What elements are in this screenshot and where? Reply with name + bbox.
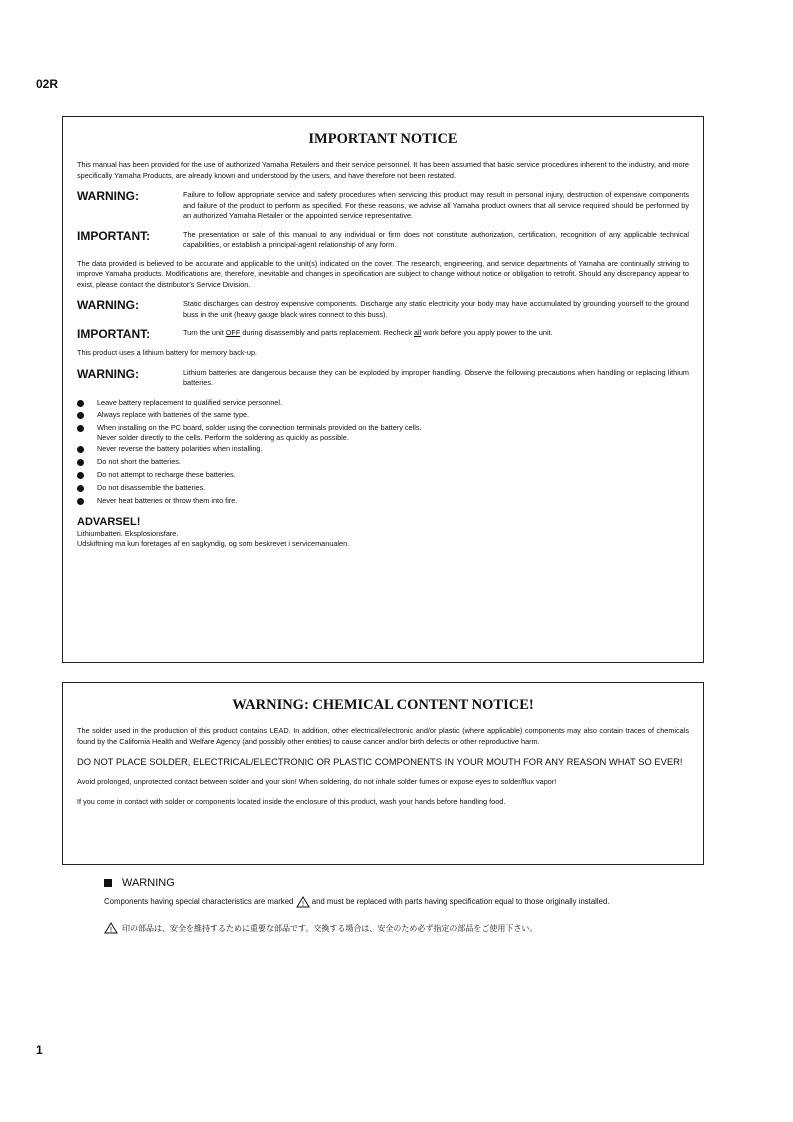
model-name: 02R (36, 77, 59, 91)
list-item (77, 409, 689, 422)
important-notice-title: IMPORTANT NOTICE (308, 131, 458, 147)
intro-paragraph: This manual has been provided for the use of authorized Yamaha Retailers and their service personnel. It has been assumed that basic service procedures inherent to the industry, and more specifically Yamaha Products, are already known and understood by the users, and have therefore not been restated. (77, 160, 689, 180)
lithium-line: This product uses a lithium battery for memory back-up. (77, 348, 258, 357)
list-item (77, 397, 689, 410)
power-text-off: OFF (225, 328, 241, 337)
warning-label: WARNING: (77, 366, 139, 381)
list-item-subtext: Never solder directly to the cells. Perform the soldering as quickly as possible. (97, 433, 349, 443)
bullet-icon (77, 459, 84, 466)
chemical-paragraph-3: If you come in contact with solder or components located inside the enclosure of this product, wash your hands before handling food. (77, 796, 506, 806)
warning-row-service (77, 190, 689, 222)
power-text-c: work before you apply power to the unit. (421, 328, 553, 337)
list-item (77, 422, 689, 443)
warning-text: Failure to follow appropriate service and safety procedures when servicing this product may result in personal injury, destruction of expensive components and failure of the product to perform as specified. For these reasons, we advise all Yamaha product owners that all service required should be performed by an authorized Yamaha Retailer or the appointed service representative. (183, 190, 689, 220)
list-item (77, 495, 689, 508)
list-item-text: Do not short the batteries. (97, 457, 181, 467)
power-text-a: Turn the unit (183, 328, 226, 337)
warning-triangle-icon (104, 922, 118, 934)
bullet-icon (77, 498, 84, 505)
advarsel-title: ADVARSEL! (77, 515, 141, 528)
component-warning-text-a: Components having special characteristics are marked (104, 897, 294, 907)
warning-text: Static discharges can destroy expensive components. Discharge any static electricity your body may have accumulated by grounding yourself to the ground buss in the unit (heavy gauge black wires connect to this buss). (183, 299, 689, 319)
bullet-icon (77, 446, 84, 453)
list-item (77, 456, 689, 469)
component-warning-text-b: and must be replaced with parts having specification equal to those originally installed. (311, 897, 610, 907)
svg-text:!: ! (301, 900, 304, 908)
component-warning-text (104, 896, 684, 908)
component-warning-section (104, 877, 684, 934)
battery-precautions-list (77, 397, 689, 508)
bullet-icon (77, 485, 84, 492)
warning-label: WARNING: (77, 298, 139, 312)
list-item-text: Do not attempt to recharge these batteries. (97, 470, 236, 480)
advarsel-line-1: Lithiumbatteri. Eksplosionsfare. (77, 528, 179, 538)
component-warning-title: WARNING (122, 877, 175, 889)
bullet-icon (77, 412, 84, 419)
component-warning-heading (104, 877, 684, 889)
list-item (77, 469, 689, 482)
warning-triangle-icon (296, 896, 310, 908)
japanese-warning (104, 922, 684, 934)
chemical-caps-warning: DO NOT PLACE SOLDER, ELECTRICAL/ELECTRONIC OR PLASTIC COMPONENTS IN YOUR MOUTH FOR ANY REASON WHAT SO EVER! (77, 756, 683, 767)
power-text-b: during disassembly and parts replacement. Recheck (240, 328, 414, 337)
important-text: The presentation or sale of this manual to any individual or firm does not constitute authorization, certification, recognition of any applicable technical capabilities, or establish a principal-agent relationship of any form. (183, 229, 689, 249)
warning-text: Lithium batteries are dangerous because they can be exploded by improper handling. Observe the following precautions when handling or replacing lithium batteries. (183, 367, 689, 387)
advarsel-line-2: Udskiftning ma kun foretages af en sagkyndig, og som beskrevet i servicemanualen. (77, 538, 350, 548)
warning-label: WARNING: (77, 189, 139, 203)
japanese-warning-text: 印の部品は、安全を維持するために重要な部品です。交換する場合は、安全のため必ず指定の部品をご使用下さい。 (122, 923, 538, 933)
svg-text:!: ! (109, 926, 113, 935)
important-label: IMPORTANT: (77, 228, 151, 243)
bullet-icon (77, 400, 84, 407)
important-notice-box (62, 116, 704, 663)
data-paragraph: The data provided is believed to be accurate and applicable to the unit(s) indicated on the cover. The research, engineering, and service departments of Yamaha are continually striving to improve Yamaha products. Modifications are, therefore, inevitable and changes in specification are subject to change without notice or obligation to retrofit. Should any discrepancy appear to exist, please contact the distributor's Service Division. (77, 258, 689, 289)
list-item-text: Always replace with batteries of the same type. (97, 410, 250, 420)
square-bullet-icon (104, 879, 112, 887)
bullet-icon (77, 472, 84, 479)
important-row-manual (77, 230, 689, 251)
important-label: IMPORTANT: (77, 327, 151, 341)
warning-row-static (77, 299, 689, 320)
power-text-all: all (413, 328, 422, 337)
warning-row-lithium (77, 368, 689, 389)
list-item (77, 482, 689, 495)
list-item-text: Do not disassemble the batteries. (97, 482, 206, 492)
list-item-text: Never reverse the battery polarities when installing. (97, 444, 263, 454)
bullet-icon (77, 425, 84, 432)
chemical-notice-title: WARNING: CHEMICAL CONTENT NOTICE! (232, 697, 534, 713)
chemical-paragraph-2: Avoid prolonged, unprotected contact between solder and your skin! When soldering, do not inhale solder fumes or expose eyes to solder/flux vapor! (77, 777, 557, 786)
list-item-text: Leave battery replacement to qualified service personnel. (97, 397, 282, 407)
chemical-notice-box (62, 682, 704, 865)
list-item-text: Never heat batteries or throw them into fire. (97, 495, 238, 505)
list-item (77, 443, 689, 456)
important-text (183, 328, 689, 340)
chemical-paragraph-1: The solder used in the production of this product contains LEAD. In addition, other electrical/electronic and/or plastic (where applicable) components may also contain traces of chemicals found by the California Health and Welfare Agency (and possibly other entities) to cause cancer and/or birth defects or other reproductive harm. (77, 726, 689, 746)
list-item-text: When installing on the PC board, solder using the connection terminals provided on the battery cells. (97, 423, 422, 433)
important-row-power (77, 328, 689, 340)
page-number: 1 (36, 1043, 43, 1057)
